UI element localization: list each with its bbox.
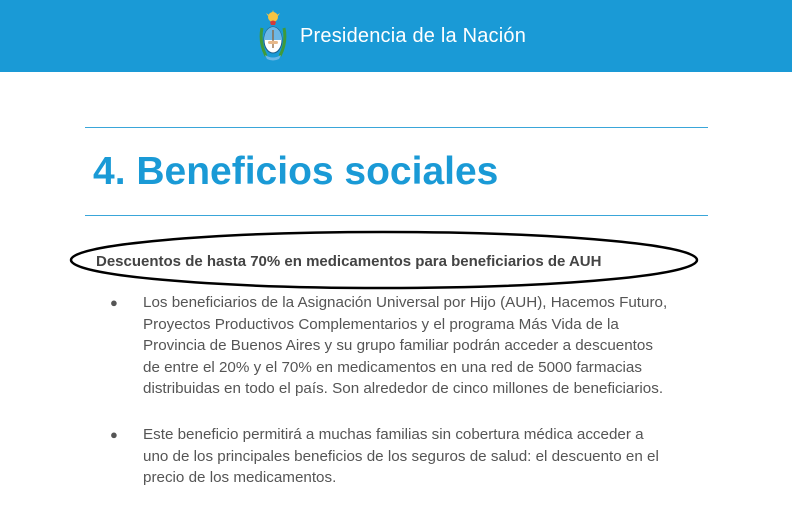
- brand[interactable]: [258, 7, 526, 65]
- text-line: Provincia de Buenos Aires y su grupo familiar podrán acceder a descuentos: [143, 337, 653, 354]
- text-line: Proyectos Productivos Complementarios y el programa Más Vida de la: [143, 315, 619, 333]
- argentina-coat-of-arms-icon: [258, 10, 288, 62]
- section-title: 4. Beneficios sociales: [93, 150, 499, 193]
- bullet-dot-icon: ●: [110, 427, 118, 442]
- subheading: Descuentos de hasta 70% en medicamentos para beneficiarios de AUH: [96, 253, 602, 270]
- list-item: [0, 292, 792, 424]
- text-line: distribuidas en todo el país. Son alrededor de cinco millones de beneficiarios.: [143, 380, 664, 397]
- bullet-text: [143, 424, 703, 489]
- text-line: precio de los medicamentos.: [143, 469, 337, 486]
- bullet-list: [0, 292, 792, 486]
- brand-name: Presidencia de la Nación: [300, 24, 527, 47]
- bullet-dot-icon: ●: [110, 295, 118, 310]
- text-line: Este beneficio permitirá a muchas familias sin cobertura médica acceder a: [143, 426, 644, 443]
- text-line: uno de los principales beneficios de los seguros de salud: el descuento en el: [143, 447, 659, 465]
- header-bar: [0, 0, 792, 72]
- bottom-divider: [85, 215, 708, 216]
- text-line: Los beneficiarios de la Asignación Universal por Hijo (AUH), Hacemos Futuro,: [143, 294, 668, 311]
- text-line: de entre el 20% y el 70% en medicamentos en una red de 5000 farmacias: [143, 358, 642, 376]
- top-divider: [85, 127, 708, 128]
- bullet-text: [143, 292, 703, 400]
